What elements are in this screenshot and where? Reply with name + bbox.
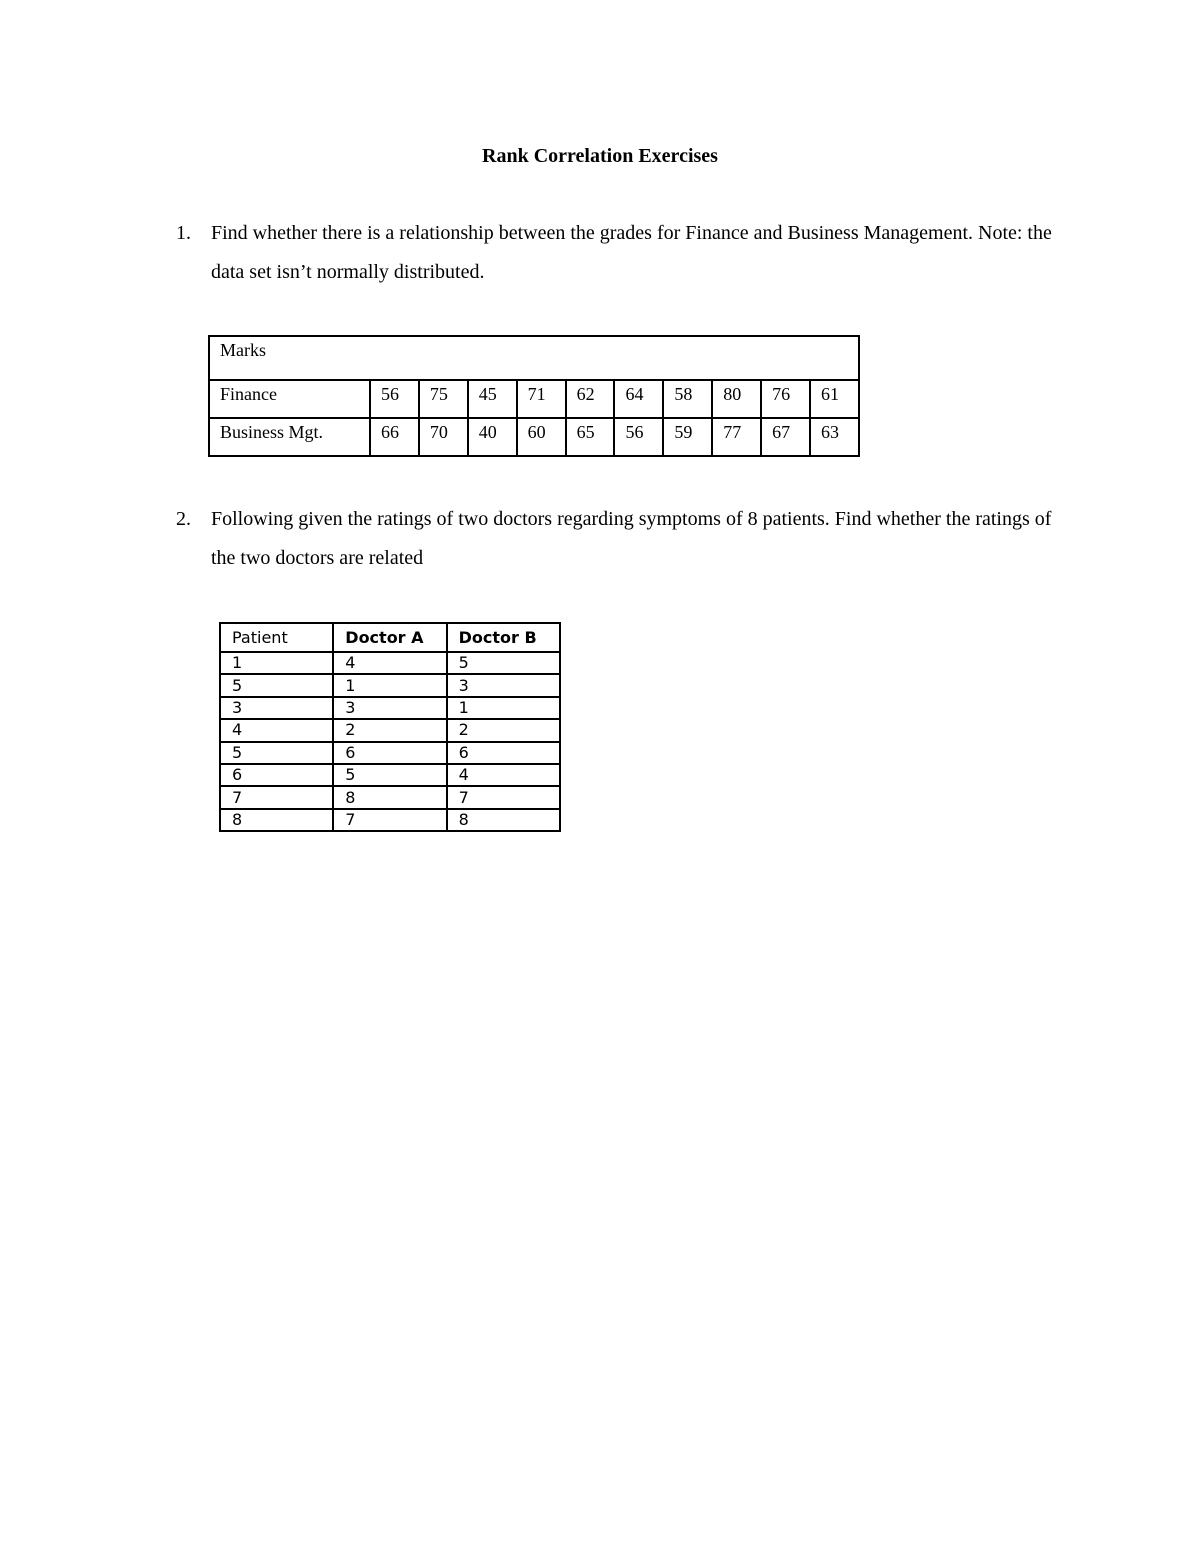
marks-cell: 77 <box>712 418 761 456</box>
table-cell: 8 <box>220 809 333 831</box>
marks-cell: 59 <box>663 418 712 456</box>
question-number: 1. <box>176 222 191 244</box>
marks-cell: 80 <box>712 380 761 418</box>
marks-cell: 76 <box>761 380 810 418</box>
marks-row <box>209 380 859 418</box>
table-cell: 3 <box>220 697 333 719</box>
table-cell: 7 <box>220 786 333 808</box>
table-cell: 6 <box>333 742 446 764</box>
table-cell: 2 <box>333 719 446 741</box>
marks-cell: 71 <box>517 380 566 418</box>
table-cell: 4 <box>333 652 446 674</box>
marks-cell: 64 <box>614 380 663 418</box>
page-title: Rank Correlation Exercises <box>482 145 718 167</box>
marks-cell: 67 <box>761 418 810 456</box>
table-cell: 3 <box>447 674 560 696</box>
column-header: Patient <box>220 623 333 652</box>
table-row <box>220 786 560 808</box>
question-text: Find whether there is a relationship between the grades for Finance and Business Management. Note: the data set isn’t normally distributed. <box>211 222 1052 283</box>
table-cell: 8 <box>333 786 446 808</box>
marks-cell: 61 <box>810 380 859 418</box>
table-cell: 1 <box>333 674 446 696</box>
table-cell: 2 <box>447 719 560 741</box>
marks-row-label: Business Mgt. <box>209 418 370 456</box>
table-cell: 5 <box>447 652 560 674</box>
table-row <box>220 697 560 719</box>
question-number: 2. <box>176 508 191 530</box>
table-cell: 5 <box>333 764 446 786</box>
table-row <box>220 764 560 786</box>
column-header: Doctor B <box>447 623 560 652</box>
table-row <box>220 674 560 696</box>
question-2 <box>176 500 1056 578</box>
table-cell: 3 <box>333 697 446 719</box>
doctors-ratings-table <box>219 622 561 832</box>
marks-cell: 40 <box>468 418 517 456</box>
table-cell: 6 <box>447 742 560 764</box>
marks-cell: 45 <box>468 380 517 418</box>
table-cell: 7 <box>447 786 560 808</box>
question-1 <box>176 214 1056 292</box>
question-text: Following given the ratings of two doctors regarding symptoms of 8 patients. Find whether the ratings of the two doctors are related <box>211 508 1052 569</box>
table-row <box>220 719 560 741</box>
marks-header-row <box>209 336 859 380</box>
column-header: Doctor A <box>333 623 446 652</box>
marks-row-label: Finance <box>209 380 370 418</box>
marks-header-cell: Marks <box>209 336 859 380</box>
marks-cell: 58 <box>663 380 712 418</box>
marks-cell: 70 <box>419 418 468 456</box>
table-row <box>220 742 560 764</box>
table-row <box>220 652 560 674</box>
marks-cell: 62 <box>566 380 615 418</box>
marks-cell: 63 <box>810 418 859 456</box>
marks-cell: 60 <box>517 418 566 456</box>
marks-row <box>209 418 859 456</box>
marks-table <box>208 335 860 457</box>
marks-cell: 56 <box>614 418 663 456</box>
table-cell: 4 <box>220 719 333 741</box>
marks-cell: 66 <box>370 418 419 456</box>
table-cell: 4 <box>447 764 560 786</box>
doctors-header-row <box>220 623 560 652</box>
table-cell: 6 <box>220 764 333 786</box>
table-row <box>220 809 560 831</box>
table-cell: 1 <box>447 697 560 719</box>
table-cell: 7 <box>333 809 446 831</box>
marks-cell: 65 <box>566 418 615 456</box>
table-cell: 5 <box>220 742 333 764</box>
table-cell: 8 <box>447 809 560 831</box>
table-cell: 1 <box>220 652 333 674</box>
marks-cell: 75 <box>419 380 468 418</box>
marks-cell: 56 <box>370 380 419 418</box>
table-cell: 5 <box>220 674 333 696</box>
